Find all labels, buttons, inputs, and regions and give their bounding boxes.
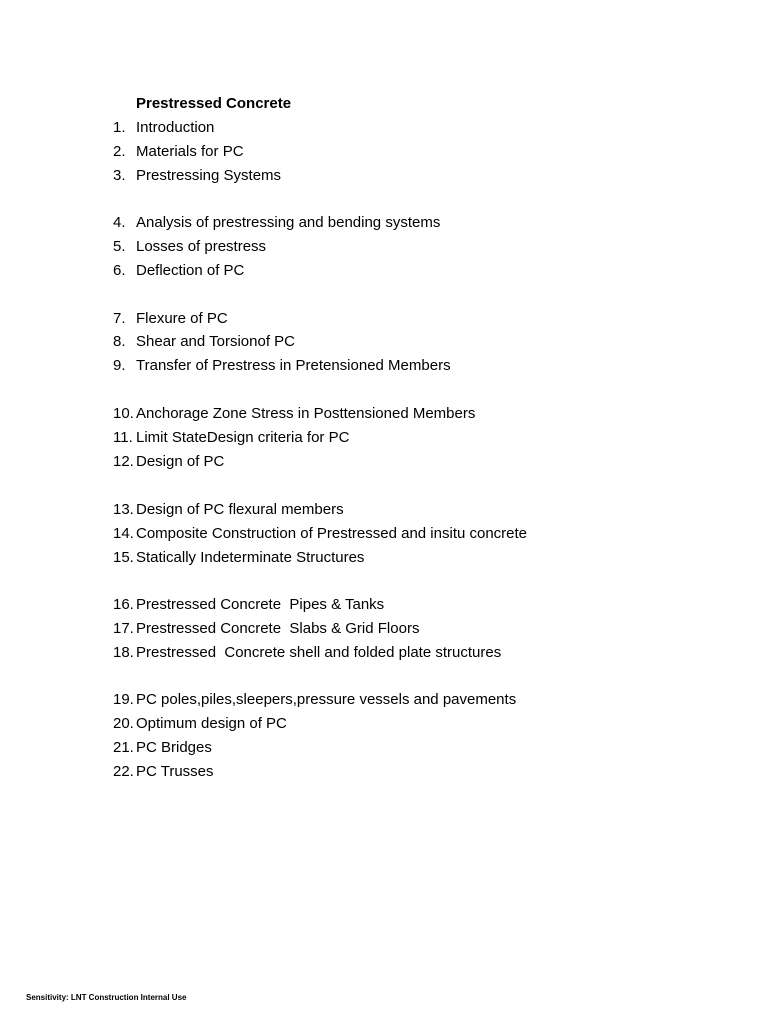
list-item-number: 1. <box>113 119 126 136</box>
list-item-text: Transfer of Prestress in Pretensioned Members <box>136 357 451 374</box>
list-item-number: 20. <box>113 715 134 732</box>
list-item-number: 14. <box>113 525 134 542</box>
list-item-text: Optimum design of PC <box>136 715 287 732</box>
list-item-number: 22. <box>113 763 134 780</box>
list-item-text: Statically Indeterminate Structures <box>136 549 365 566</box>
list-item-text: Limit StateDesign criteria for PC <box>136 429 350 446</box>
list-item-text: Analysis of prestressing and bending systems <box>136 214 441 231</box>
list-item-text: Prestressed Concrete shell and folded plate structures <box>136 644 502 661</box>
list-item-number: 4. <box>113 214 126 231</box>
list-item-number: 12. <box>113 453 134 470</box>
list-item-number: 21. <box>113 739 134 756</box>
list-item-number: 13. <box>113 501 134 518</box>
list-item-text: Design of PC flexural members <box>136 501 344 518</box>
list-item-text: Composite Construction of Prestressed and insitu concrete <box>136 525 528 542</box>
list-item-text: Prestressed Concrete Pipes & Tanks <box>136 596 385 613</box>
list-item-number: 2. <box>113 143 126 160</box>
list-item-number: 3. <box>113 167 126 184</box>
list-item-text: Design of PC <box>136 453 225 470</box>
list-item-number: 7. <box>113 310 126 327</box>
list-item-number: 6. <box>113 262 126 279</box>
list-item-text: PC poles,piles,sleepers,pressure vessels and pavements <box>136 691 517 708</box>
list-item-text: Prestressed Concrete Slabs & Grid Floors <box>136 620 420 637</box>
list-item-number: 10. <box>113 405 134 422</box>
list-item-text: Losses of prestress <box>136 238 267 255</box>
list-item-text: Shear and Torsionof PC <box>136 333 295 350</box>
list-item-number: 15. <box>113 549 134 566</box>
list-item-number: 11. <box>113 429 133 446</box>
list-item-text: Deflection of PC <box>136 262 245 279</box>
list-item-number: 17. <box>113 620 134 637</box>
list-item-text: Prestressing Systems <box>136 167 282 184</box>
document-title: Prestressed Concrete <box>136 95 292 112</box>
sensitivity-footer: Sensitivity: LNT Construction Internal Use <box>26 993 187 1002</box>
list-item-number: 18. <box>113 644 134 661</box>
list-item-number: 8. <box>113 333 126 350</box>
list-item-number: 19. <box>113 691 134 708</box>
list-item-number: 16. <box>113 596 134 613</box>
list-item-text: PC Bridges <box>136 739 212 756</box>
list-item-text: Flexure of PC <box>136 310 228 327</box>
list-item-text: Anchorage Zone Stress in Posttensioned Members <box>136 405 476 422</box>
list-item-number: 9. <box>113 357 126 374</box>
list-item-text: PC Trusses <box>136 763 214 780</box>
list-item-text: Introduction <box>136 119 215 136</box>
list-item-text: Materials for PC <box>136 143 244 160</box>
list-item-number: 5. <box>113 238 126 255</box>
